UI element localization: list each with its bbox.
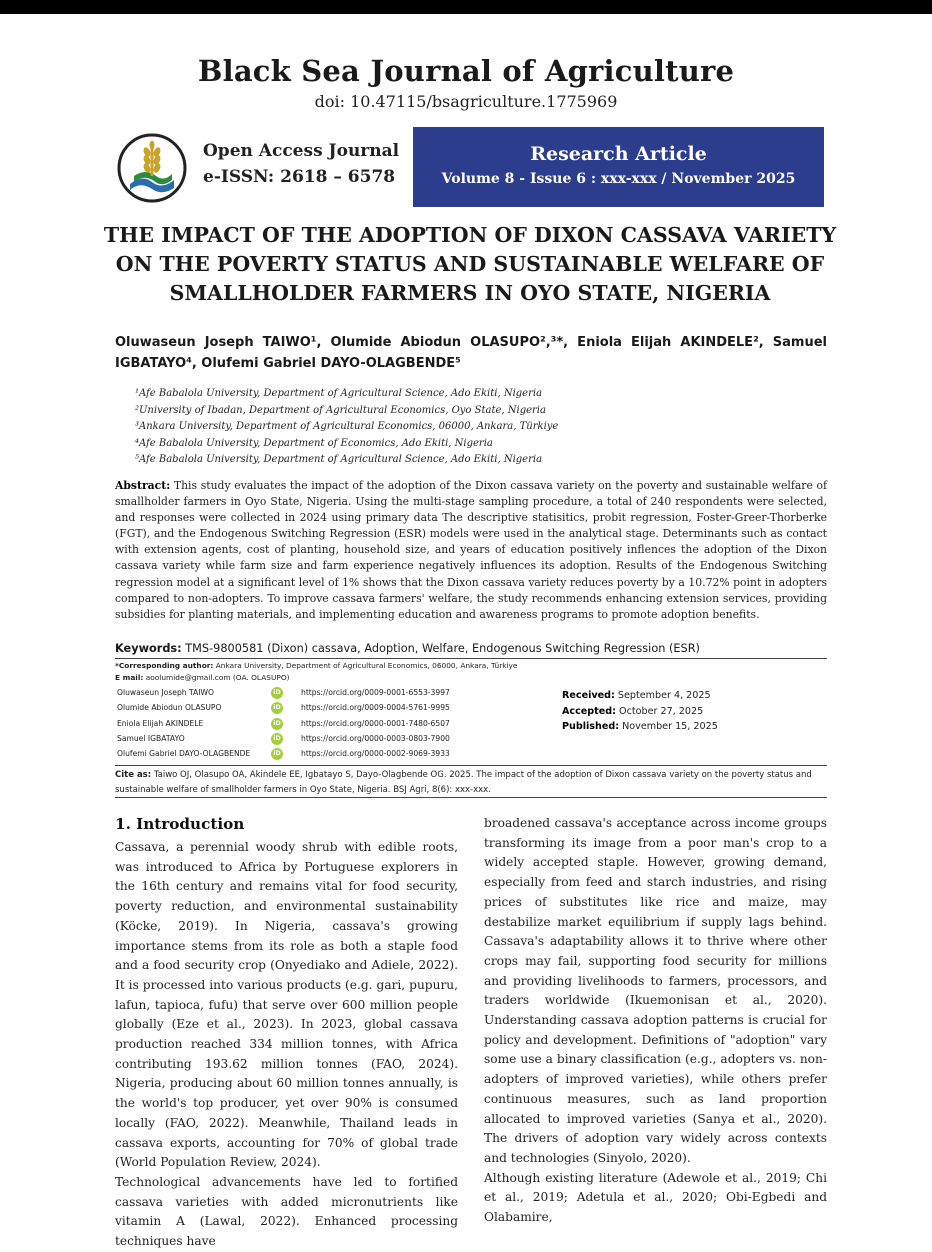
orcid-author: Olufemi Gabriel DAYO-OLAGBENDE (117, 749, 251, 759)
journal-title: Black Sea Journal of Agriculture (197, 54, 735, 88)
keywords-label: Keywords: (115, 642, 182, 655)
orcid-icon[interactable]: iD (271, 718, 283, 730)
orcid-link[interactable]: https://orcid.org/0000-0002-9069-3933 (301, 749, 450, 759)
paragraph: Technological advancements have led to fortified cassava varieties with added micronutrients like vitamin A (Lawal, 2022). Enhanced processing techniques have (115, 1174, 458, 1249)
received-date: September 4, 2025 (617, 690, 711, 701)
orcid-author: Oluwaseun Joseph TAIWO (117, 688, 214, 697)
paragraph: Cassava, a perennial woody shrub with edible roots, was introduced to Africa by Portuguese explorers in the 16th century and remains vital for food security, poverty reduction, and environmental sustainability (Köcke, 2019). In Nigeria, cassava's growing importance stems from its role as both a staple food and a food security crop (Onyediako and Adiele, 2022). It is processed into various products (e.g. gari, pupuru, lafun, tapioca, fufu) that serve over 600 million people globally (Eze et al., 2023). In 2023, global cassava production reached 334 million tonnes, with Africa contributing 193.62 million tonnes (FAO, 2024). Nigeria, producing about 60 million tonnes annually, is the world's top producer, yet over 90% is consumed locally (FAO, 2022). Meanwhile, Thailand leads in cassava exports, accounting for 70% of global trade (World Population Review, 2024). (115, 840, 458, 1170)
paragraph: broadened cassava's acceptance across income groups transforming its image from a poor man's crop to a widely accepted staple. However, growing demand, especially from feed and starch industries, and rising prices of substitutes like rice and maize, may destabilize market equilibrium if supply lags behind. Cassava's adaptability allows it to thrive where other crops may fail, supporting food security for millions and providing livelihoods to farmers, processors, and traders worldwide (Ikuemonisan et al., 2020). Understanding cassava adoption patterns is crucial for policy and development. Definitions of "adoption" vary some use a binary classification (e.g., adopters vs. non-adopters of improved varieties), while others prefer continuous measures, such as land proportion allocated to improved varieties (Sanya et al., 2020). The drivers of adoption vary widely across contexts and technologies (Sinyolo, 2020). (484, 816, 827, 1165)
orcid-icon[interactable]: iD (271, 702, 283, 714)
abstract (115, 478, 827, 623)
accepted-label: Accepted: (562, 705, 616, 717)
cite-text: Taiwo OJ, Olasupo OA, Akindele EE, Igbatayo S, Dayo-Olagbende OG. 2025. The impact of the adoption of Dixon cassava variety on the poverty status and sustainable welfare of smallholder farmers in Oyo State, Nigeria. BSJ Agri, 8(6): xxx-xxx. (115, 770, 812, 795)
body-column-right (484, 814, 827, 1228)
divider (115, 658, 827, 659)
keywords-text: TMS-9800581 (Dixon) cassava, Adoption, Welfare, Endogenous Switching Regression (ESR) (185, 642, 700, 655)
paper-page (0, 14, 932, 1249)
affiliation: ⁴Afe Babalola University, Department of Economics, Ado Ekiti, Nigeria (135, 437, 493, 449)
affiliation: ²University of Ibadan, Department of Agricultural Economics, Oyo State, Nigeria (135, 404, 546, 416)
orcid-icon[interactable]: iD (271, 748, 283, 760)
article-type: Research Article (530, 143, 707, 165)
correspondence (115, 660, 517, 683)
orcid-author: Olumide Abiodun OLASUPO (117, 703, 222, 713)
orcid-link[interactable]: https://orcid.org/0009-0004-5761-9995 (301, 703, 450, 713)
published-label: Published: (562, 721, 620, 732)
section-heading: 1. Introduction (115, 815, 245, 833)
email-link[interactable]: aoolumide@gmail.com (OA. OLASUPO) (145, 672, 290, 682)
journal-logo-icon (116, 132, 188, 204)
article-dates (562, 688, 718, 735)
article-title: THE IMPACT OF THE ADOPTION OF DIXON CASSAVA VARIETY ON THE POVERTY STATUS AND SUSTAINABLE WELFARE OF SMALLHOLDER FARMERS IN OYO STATE, NIGERIA (103, 223, 837, 305)
divider (115, 765, 827, 766)
received-label: Received: (562, 690, 615, 701)
abstract-text: This study evaluates the impact of the adoption of the Dixon cassava variety on the poverty and sustainable welfare of smallholder farmers in Oyo State, Nigeria. Using the multi-stage sampling procedure, a total of 240 respondents were selected, and responses were collected in 2024 using primary data The descriptive statisitics, probit regression, Foster-Greer-Thorberke (FGT), and the Endogenous Switching Regression (ESR) models were used in the analytical stage. Determinants such as contact with extension agents, cost of planting, household size, and years of education positively inflences the adoption of the Dixon cassava variety while farm size and farm experience negatively influences its adoption. Results of the Endogenous Switching regression model at a significant level of 1% shows that the Dixon cassava variety reduces poverty by a 10.72% point in adopters compared to non-adopters. To improve cassava farmers' welfare, the study recommends enhancing extension services, providing subsidies for planting materials, and implementing education and awareness programs to promote adoption benefits. (115, 479, 828, 621)
citation (115, 768, 827, 798)
keywords (115, 642, 827, 655)
authors-line-2: IGBATAYO⁴, Olufemi Gabriel DAYO-OLAGBENDE⁵ (115, 356, 461, 371)
open-access-label: Open Access Journal (203, 141, 400, 161)
paragraph: Although existing literature (Adewole et al., 2019; Chi et al., 2019; Adetula et al., 2020; Obi-Egbedi and Olabamire, (484, 1170, 827, 1225)
affiliation: ⁵Afe Babalola University, Department of Agricultural Science, Ado Ekiti, Nigeria (135, 454, 543, 465)
article-type-banner (413, 127, 824, 207)
orcid-link[interactable]: https://orcid.org/0009-0001-6553-3997 (301, 688, 450, 697)
doi-link[interactable]: doi: 10.47115/bsagriculture.1775969 (314, 92, 618, 111)
body-column-left (115, 814, 458, 1252)
accepted-date: October 27, 2025 (619, 705, 704, 717)
published-date: November 15, 2025 (622, 721, 718, 732)
orcid-author: Eniola Elijah AKINDELE (117, 718, 204, 728)
eissn-label: e-ISSN: 2618 – 6578 (203, 167, 396, 187)
orcid-icon[interactable]: iD (271, 733, 283, 745)
orcid-icon[interactable]: iD (271, 687, 283, 699)
volume-info: Volume 8 - Issue 6 : xxx-xxx / November 2025 (441, 171, 796, 187)
orcid-link[interactable]: https://orcid.org/0000-0003-0803-7900 (301, 733, 450, 743)
abstract-label: Abstract: (115, 479, 171, 492)
cite-label: Cite as: (115, 770, 152, 780)
orcid-link[interactable]: https://orcid.org/0000-0001-7480-6507 (301, 718, 450, 728)
divider (115, 797, 827, 798)
corresponding-label: *Corresponding author: (115, 661, 214, 670)
authors-line-1: Oluwaseun Joseph TAIWO¹, Olumide Abiodun OLASUPO²,³*, Eniola Elijah AKINDELE², Samuel (115, 335, 827, 350)
affiliations (135, 386, 558, 469)
affiliation: ¹Afe Babalola University, Department of Agricultural Science, Ado Ekiti, Nigeria (135, 388, 543, 399)
orcid-author: Samuel IGBATAYO (117, 733, 185, 743)
top-bezel (0, 0, 932, 14)
email-label: E mail: (115, 672, 144, 682)
corresponding-text: Ankara University, Department of Agricultural Economics, 06000, Ankara, Türkiye (215, 661, 518, 670)
affiliation: ³Ankara University, Department of Agricultural Economics, 06000, Ankara, Türkiye (135, 421, 559, 432)
